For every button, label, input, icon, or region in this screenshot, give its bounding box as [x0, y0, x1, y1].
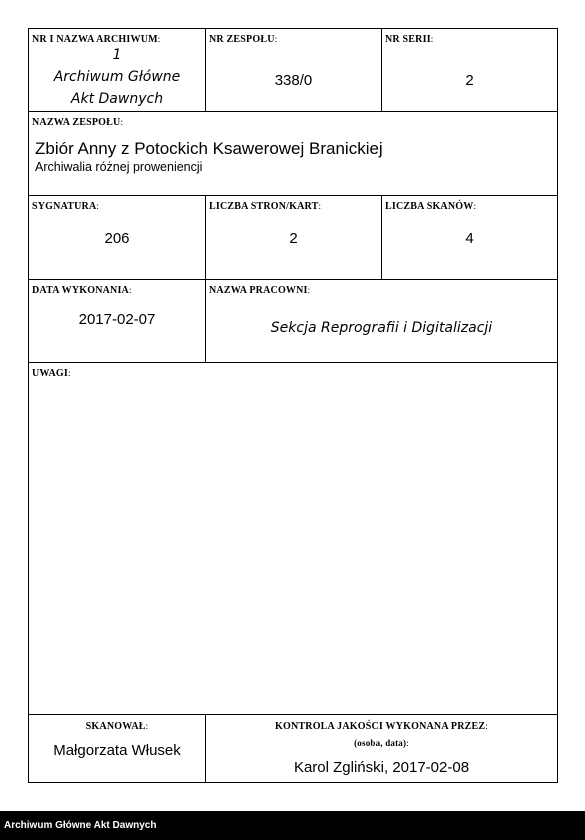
fonds-number-label: NR ZESPOŁU: — [209, 34, 278, 45]
row-counts — [29, 196, 557, 280]
cell-quality-control — [205, 715, 557, 782]
cell-fonds-name — [29, 112, 557, 195]
cell-signature — [29, 196, 205, 279]
row-date-workshop — [29, 280, 557, 363]
footer-text: Archiwum Główne Akt Dawnych — [4, 820, 157, 831]
quality-control-value: Karol Zgliński, 2017-02-08 — [293, 759, 470, 776]
signature-label: SYGNATURA: — [32, 201, 100, 212]
signature-value: 206 — [104, 230, 130, 247]
pages-count-value: 2 — [289, 230, 298, 247]
archive-number: 1 — [112, 47, 122, 63]
metadata-sheet — [28, 28, 558, 783]
fonds-name-title: Zbiór Anny z Potockich Ksawerowej Branickiej — [35, 139, 383, 158]
scans-count-value: 4 — [465, 230, 474, 247]
cell-remarks — [29, 363, 557, 714]
fonds-number-value: 338/0 — [274, 72, 313, 89]
date-done-value: 2017-02-07 — [78, 311, 156, 328]
cell-date-done — [29, 280, 205, 362]
row-scan-qc — [29, 715, 557, 782]
cell-scanned-by — [29, 715, 205, 782]
quality-control-sublabel: (osoba, data): — [354, 738, 409, 748]
row-archive — [29, 29, 557, 112]
archive-name-line1: Archiwum Główne — [53, 69, 181, 85]
scanned-by-label: SKANOWAŁ: — [85, 721, 149, 732]
workshop-value: Sekcja Reprografii i Digitalizacji — [270, 320, 493, 336]
cell-workshop — [205, 280, 557, 362]
archive-name-line2: Akt Dawnych — [70, 91, 164, 107]
archive-label: NR I NAZWA ARCHIWUM: — [32, 34, 161, 45]
series-number-label: NR SERII: — [385, 34, 434, 45]
cell-pages-count — [205, 196, 381, 279]
row-fonds-name — [29, 112, 557, 196]
quality-control-label: KONTROLA JAKOŚCI WYKONANA PRZEZ: — [275, 721, 488, 732]
scans-count-label: LICZBA SKANÓW: — [385, 201, 477, 212]
footer-bar — [0, 811, 585, 840]
series-number-value: 2 — [465, 72, 474, 89]
cell-scans-count — [381, 196, 557, 279]
fonds-name-subtitle: Archiwalia różnej proweniencji — [35, 160, 203, 174]
scanned-by-value: Małgorzata Włusek — [53, 742, 181, 759]
workshop-label: NAZWA PRACOWNI: — [209, 285, 311, 296]
pages-count-label: LICZBA STRON/KART: — [209, 201, 322, 212]
remarks-label: UWAGI: — [32, 368, 71, 379]
fonds-name-label: NAZWA ZESPOŁU: — [32, 117, 124, 128]
cell-archive — [29, 29, 205, 111]
date-done-label: DATA WYKONANIA: — [32, 285, 132, 296]
cell-series-number — [381, 29, 557, 111]
cell-fonds-number — [205, 29, 381, 111]
row-remarks — [29, 363, 557, 715]
